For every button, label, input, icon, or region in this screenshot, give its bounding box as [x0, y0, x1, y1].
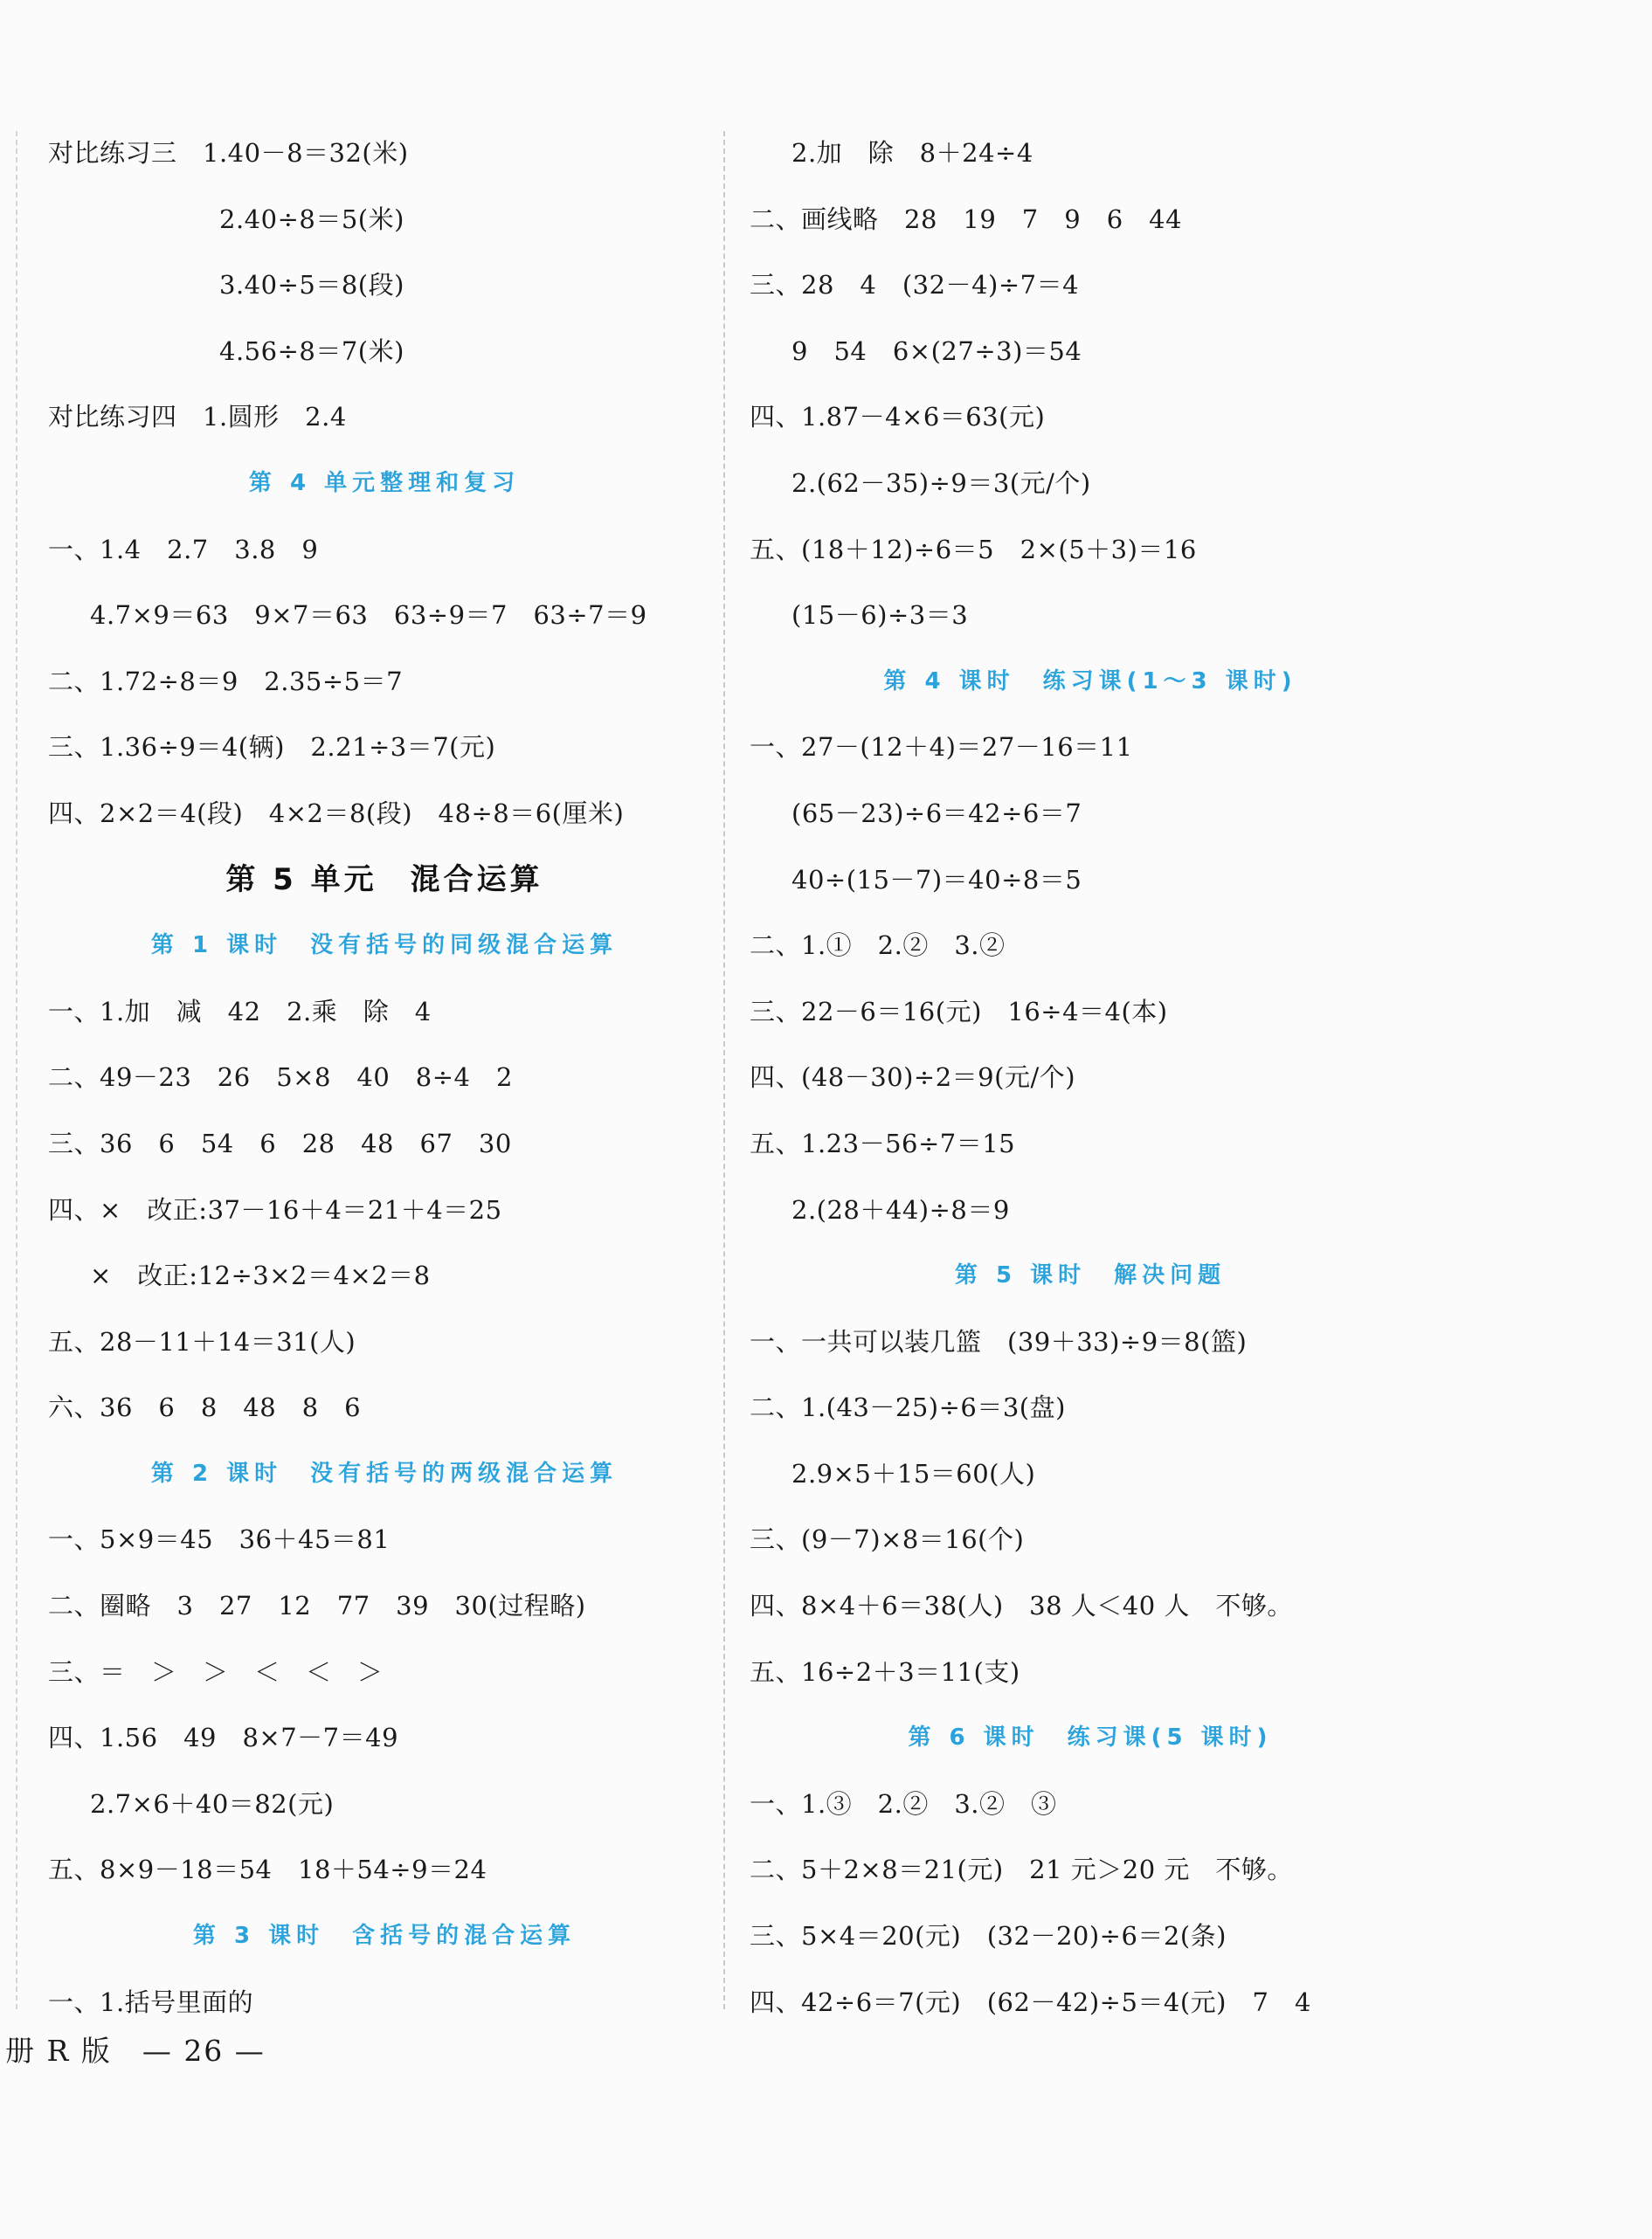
- answer-line: 9 54 6×(27÷3)＝54: [791, 335, 1082, 366]
- answer-line: 三、36 6 54 6 28 48 67 30: [48, 1128, 512, 1158]
- answer-line: 五、28－11＋14＝31(人): [48, 1326, 356, 1357]
- page-footer: 册 R 版 — 26 —: [5, 2034, 266, 2068]
- answer-line: 二、1.① 2.② 3.②: [750, 930, 1006, 961]
- answer-line: × 改正:12÷3×2＝4×2＝8: [90, 1261, 431, 1291]
- answer-line: 一、5×9＝45 36＋45＝81: [48, 1524, 391, 1555]
- answer-line: 2.(28＋44)÷8＝9: [791, 1194, 1010, 1225]
- column-divider: [723, 131, 725, 2009]
- answer-line: 三、(9－7)×8＝16(个): [750, 1524, 1025, 1555]
- answer-line: 40÷(15－7)＝40÷8＝5: [791, 864, 1082, 895]
- answer-line: (15－6)÷3＝3: [791, 600, 969, 631]
- answer-line: 三、5×4＝20(元) (32－20)÷6＝2(条): [750, 1921, 1227, 1952]
- answer-line: 4.7×9＝63 9×7＝63 63÷9＝7 63÷7＝9: [90, 600, 647, 631]
- lesson-heading: 第 6 课时 练习课(5 课时): [908, 1724, 1273, 1752]
- lesson-heading: 第 3 课时 含括号的混合运算: [192, 1923, 577, 1950]
- answer-line: 四、42÷6＝7(元) (62－42)÷5＝4(元) 7 4: [750, 1987, 1311, 2017]
- answer-line: 二、圈略 3 27 12 77 39 30(过程略): [48, 1591, 586, 1621]
- answer-line: 一、1.加 减 42 2.乘 除 4: [48, 996, 432, 1026]
- lesson-heading: 第 5 课时 解决问题: [954, 1262, 1227, 1289]
- answer-line: 一、1.③ 2.② 3.② ③: [750, 1788, 1057, 1819]
- answer-line: 二、1.72÷8＝9 2.35÷5＝7: [48, 666, 404, 696]
- answer-line: 对比练习四 1.圆形 2.4: [48, 402, 347, 432]
- answer-line: 四、2×2＝4(段) 4×2＝8(段) 48÷8＝6(厘米): [48, 798, 625, 828]
- answer-line: 五、(18＋12)÷6＝5 2×(5＋3)＝16: [750, 534, 1197, 564]
- answer-line: 对比练习三 1.40－8＝32(米): [48, 138, 409, 168]
- answer-line: 2.9×5＋15＝60(人): [791, 1458, 1036, 1489]
- answer-line: 3.40÷5＝8(段): [219, 270, 404, 301]
- lesson-heading: 第 1 课时 没有括号的同级混合运算: [150, 932, 619, 959]
- right-column: [750, 131, 1431, 2046]
- answer-line: 四、8×4＋6＝38(人) 38 人＜40 人 不够。: [750, 1591, 1293, 1621]
- answer-line: 2.加 除 8＋24÷4: [791, 138, 1033, 168]
- answer-line: 2.7×6＋40＝82(元): [90, 1788, 335, 1819]
- answer-line: 五、1.23－56÷7＝15: [750, 1128, 1016, 1158]
- answer-line: 五、8×9－18＝54 18＋54÷9＝24: [48, 1855, 487, 1885]
- answer-line: 四、(48－30)÷2＝9(元/个): [750, 1062, 1076, 1093]
- answer-line: 二、画线略 28 19 7 9 6 44: [750, 204, 1183, 234]
- answer-line: 4.56÷8＝7(米): [219, 335, 404, 366]
- unit-title: 第 5 单元 混合运算: [225, 861, 543, 897]
- answer-line: 四、× 改正:37－16＋4＝21＋4＝25: [48, 1194, 502, 1225]
- answer-line: 四、1.87－4×6＝63(元): [750, 402, 1046, 432]
- answer-line: 一、1.4 2.7 3.8 9: [48, 534, 319, 564]
- left-column: [48, 131, 721, 2046]
- answer-line: 2.(62－35)÷9＝3(元/个): [791, 467, 1091, 498]
- answer-line: 五、16÷2＋3＝11(支): [750, 1656, 1020, 1687]
- answer-line: (65－23)÷6＝42÷6＝7: [791, 798, 1082, 828]
- answer-line: 六、36 6 8 48 8 6: [48, 1392, 362, 1423]
- answer-line: 四、1.56 49 8×7－7＝49: [48, 1723, 399, 1753]
- answer-line: 一、1.括号里面的: [48, 1987, 254, 2017]
- answer-line: 二、5＋2×8＝21(元) 21 元＞20 元 不够。: [750, 1855, 1293, 1885]
- answer-line: 三、22－6＝16(元) 16÷4＝4(本): [750, 996, 1168, 1026]
- answer-line: 二、1.(43－25)÷6＝3(盘): [750, 1392, 1066, 1423]
- answer-line: 三、＝ ＞ ＞ ＜ ＜ ＞: [48, 1656, 384, 1687]
- answer-line: 三、1.36÷9＝4(辆) 2.21÷3＝7(元): [48, 732, 496, 763]
- lesson-heading: 第 4 课时 练习课(1～3 课时): [883, 667, 1297, 695]
- answer-line: 三、28 4 (32－4)÷7＝4: [750, 270, 1080, 301]
- answer-line: 一、一共可以装几篮 (39＋33)÷9＝8(篮): [750, 1326, 1248, 1357]
- answer-line: 二、49－23 26 5×8 40 8÷4 2: [48, 1062, 513, 1093]
- lesson-heading: 第 2 课时 没有括号的两级混合运算: [150, 1460, 619, 1487]
- left-edge-rule: [16, 131, 17, 2009]
- lesson-heading: 第 4 单元整理和复习: [248, 469, 521, 496]
- answer-line: 2.40÷8＝5(米): [219, 204, 404, 234]
- answer-line: 一、27－(12＋4)＝27－16＝11: [750, 732, 1133, 763]
